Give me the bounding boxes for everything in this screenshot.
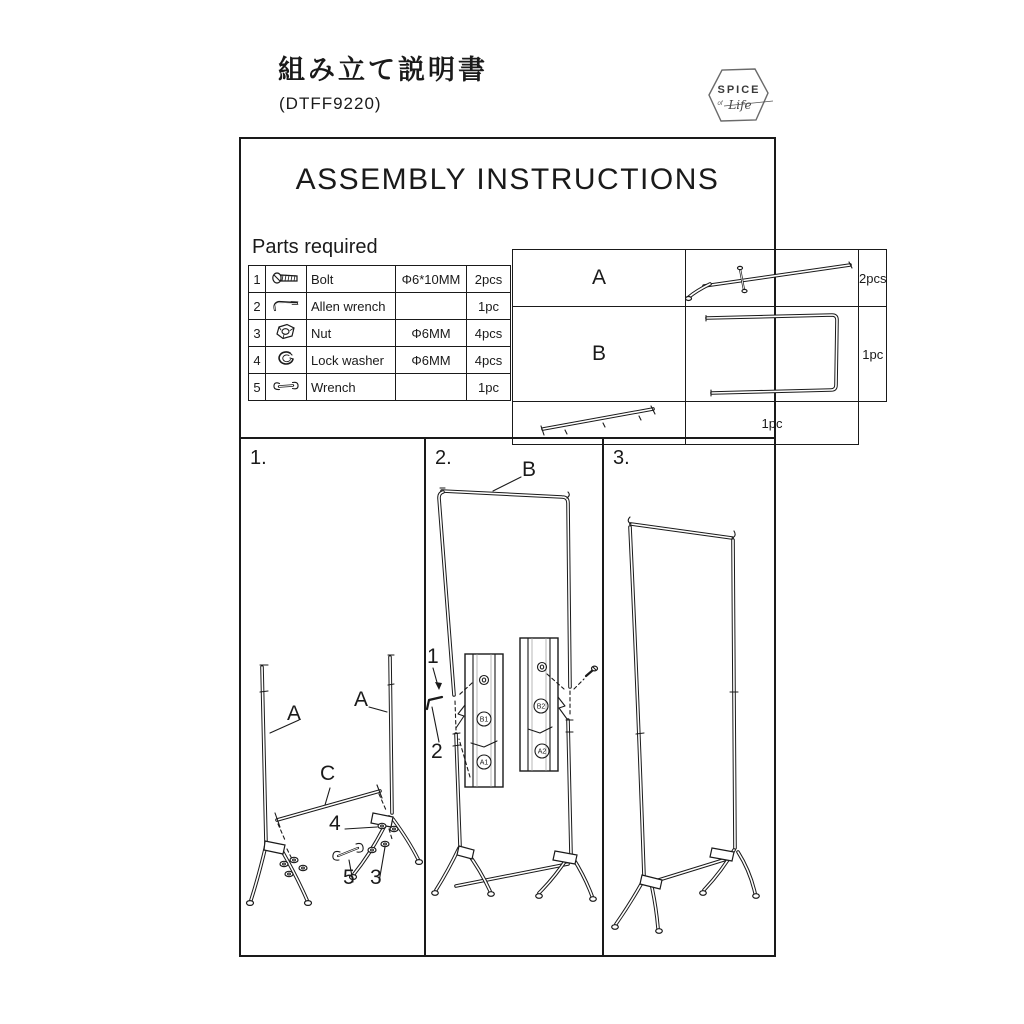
table-row (249, 347, 511, 374)
part-qty: 1pc (859, 307, 887, 402)
parts-table (248, 265, 511, 401)
table-row (249, 266, 511, 293)
step-number: 1. (250, 447, 267, 469)
part-name: Bolt (307, 266, 396, 293)
callout-hole-a1: A1 (479, 759, 489, 767)
table-row (249, 320, 511, 347)
callout-item-2: 2 (431, 740, 443, 763)
part-name: Lock washer (307, 347, 396, 374)
step-number: 3. (613, 447, 630, 469)
part-qty: 4pcs (467, 320, 511, 347)
steps-section (241, 437, 774, 957)
callout-item-1: 1 (427, 645, 439, 668)
wrench-icon (271, 381, 301, 396)
part-letter: A (513, 250, 686, 307)
table-row (513, 307, 887, 402)
logo-of-text: of (717, 101, 723, 107)
part-spec: Φ6MM (396, 347, 467, 374)
logo-brand-text: SPICE (717, 84, 761, 96)
parts-required-label: Parts required (252, 236, 378, 258)
step-number: 2. (435, 447, 452, 469)
step-3-panel (602, 439, 774, 957)
part-qty: 1pc (467, 293, 511, 320)
callout-part-b: B (522, 458, 537, 481)
document-heading: ASSEMBLY INSTRUCTIONS (295, 163, 720, 196)
part-number: 1 (249, 266, 266, 293)
part-name: Wrench (307, 374, 396, 401)
hexagon-logo-icon (703, 64, 775, 126)
step-1-panel (241, 439, 424, 957)
logo-script-text: Life (728, 98, 752, 112)
part-number: 5 (249, 374, 266, 401)
callout-item-3: 3 (370, 866, 382, 889)
callout-hole-a2: A2 (537, 748, 547, 756)
model-code: (DTFF9220) (279, 94, 382, 113)
part-letter: B (513, 307, 686, 402)
parts-overview-table (512, 249, 887, 445)
part-qty: 1pc (686, 402, 859, 445)
callout-part-a: A (287, 702, 302, 725)
callout-part-c: C (320, 762, 336, 785)
callout-part-a: A (354, 688, 369, 711)
table-row (513, 250, 887, 307)
part-spec (396, 374, 467, 401)
part-spec: Φ6*10MM (396, 266, 467, 293)
part-qty: 4pcs (467, 347, 511, 374)
bolt-icon (271, 274, 301, 289)
callout-hole-b1: B1 (479, 716, 489, 724)
callout-hole-b2: B2 (536, 703, 546, 711)
part-qty: 1pc (467, 374, 511, 401)
page-title: 組み立て説明書 (278, 55, 488, 85)
part-spec (396, 293, 467, 320)
lock-washer-icon (275, 355, 297, 370)
allen-wrench-icon (271, 301, 301, 316)
step-2-diagram (426, 439, 602, 957)
step-2-panel (424, 439, 602, 957)
step-3-diagram (604, 439, 774, 957)
part-number: 3 (249, 320, 266, 347)
table-row (249, 374, 511, 401)
brand-logo (703, 64, 775, 126)
instruction-sheet-frame (239, 137, 887, 957)
part-a-drawing (686, 291, 858, 306)
part-number: 4 (249, 347, 266, 374)
part-number: 2 (249, 293, 266, 320)
callout-item-4: 4 (329, 812, 341, 835)
table-row (249, 293, 511, 320)
part-name: Allen wrench (307, 293, 396, 320)
nut-icon (275, 328, 297, 343)
part-qty: 2pcs (467, 266, 511, 293)
part-name: Nut (307, 320, 396, 347)
step-1-diagram (241, 439, 424, 957)
callout-item-5: 5 (343, 866, 355, 889)
part-b-drawing (686, 386, 858, 401)
part-qty: 2pcs (859, 250, 887, 307)
part-spec: Φ6MM (396, 320, 467, 347)
